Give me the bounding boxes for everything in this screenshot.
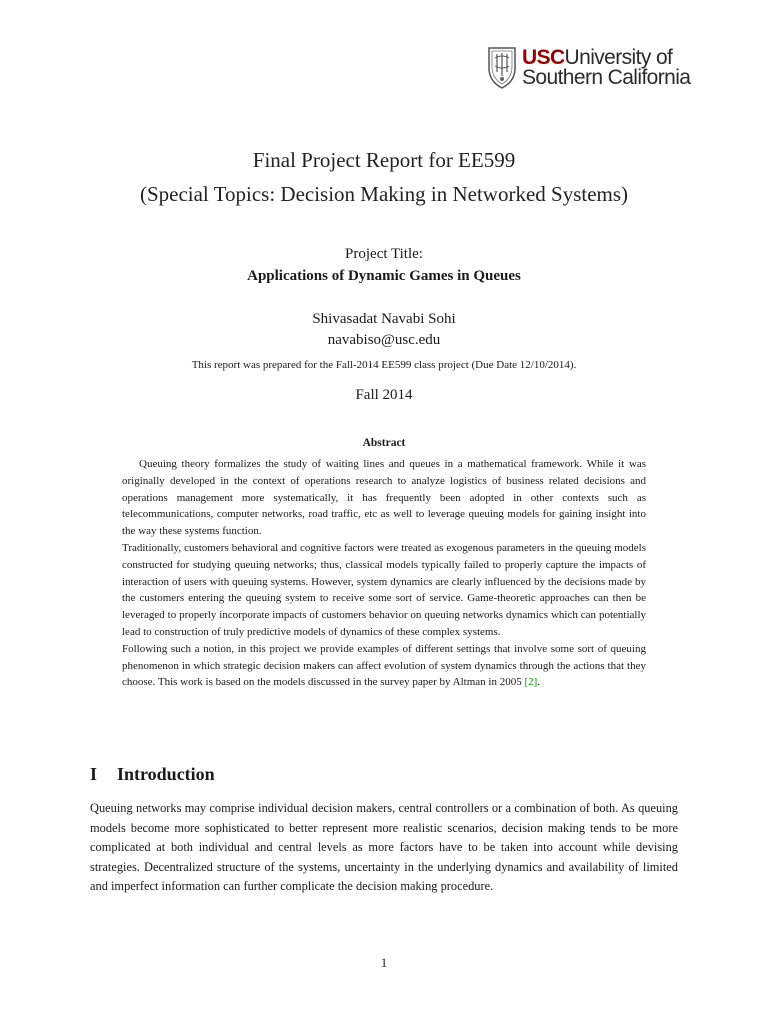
logo-usc-text: USC xyxy=(522,46,565,69)
report-title-line1: Final Project Report for EE599 xyxy=(252,148,516,172)
report-title-line2: (Special Topics: Decision Making in Networked Systems) xyxy=(139,182,629,206)
page-number: 1 xyxy=(380,956,388,970)
project-title: Applications of Dynamic Games in Queues xyxy=(247,268,521,284)
project-title-label: Project Title: xyxy=(345,246,423,262)
section-title: Introduction xyxy=(117,764,215,784)
logo-southern-california-text: Southern California xyxy=(522,66,691,89)
section-heading-introduction xyxy=(90,764,215,785)
abstract-body xyxy=(122,456,646,691)
abstract-paragraph-3-text: Following such a notion, in this project we provide examples of different settings that involve some sort of queuing phenomenon in which strategic decision makers can affect evolution of system dynamics through the actions that they choose. This work is based on the models discussed in the survey paper by Altman in 2005 xyxy=(122,642,646,689)
usc-logo xyxy=(486,46,690,90)
abstract-heading: Abstract xyxy=(362,437,406,449)
introduction-paragraph: Queuing networks may comprise individual decision makers, central controllers or a combination of both. As queuing models become more sophisticated to better represent more realistic scenarios, decision making tends to be more complicated at both individual and central levels as more factors have to be taken into account while devising strategies. Decentralized structure of the systems, uncertainty in the underlying dynamics and availability of limited and imperfect information can further complicate the decision making procedure. xyxy=(90,801,678,893)
author-name: Shivasadat Navabi Sohi xyxy=(312,311,456,327)
report-term: Fall 2014 xyxy=(355,387,413,403)
section-number: I xyxy=(90,764,98,784)
logo-wordmark xyxy=(522,48,690,88)
author-email: navabiso@usc.edu xyxy=(327,332,441,348)
abstract-paragraph-3-end: . xyxy=(537,676,541,689)
abstract-paragraph-3 xyxy=(122,641,646,691)
abstract-paragraph-2: Traditionally, customers behavioral and cognitive factors were treated as exogenous parameters in the queuing models constructed for studying queuing networks; thus, classical models typically failed to properly capture the impacts of interaction of users with queuing systems. However, system dynamics are clearly influenced by the decisions made by the customers entering the queuing system to receive some sort of service. Game-theoretic approaches can then be leveraged to properly incorporate impacts of customers behavior on queuing networks dynamics which can potentially lead to construction of truly predictive models of dynamics of these complex systems. xyxy=(122,541,646,638)
logo-university-text: University of xyxy=(564,46,673,69)
usc-seal-icon xyxy=(486,46,518,90)
report-note: This report was prepared for the Fall-2014 EE599 class project (Due Date 12/10/2014). xyxy=(191,359,577,371)
abstract-paragraph-1: Queuing theory formalizes the study of waiting lines and queues in a mathematical framework. While it was originally developed in the context of operations research to analyze logistics of business related decisions and operations management more systematically, it has frequently been adopted in other contexts such as telecommunications, computer networks, road traffic, etc as well to leverage queuing models for gaining insight into the way these systems function. xyxy=(122,458,646,538)
citation-link[interactable]: [2] xyxy=(524,676,538,689)
